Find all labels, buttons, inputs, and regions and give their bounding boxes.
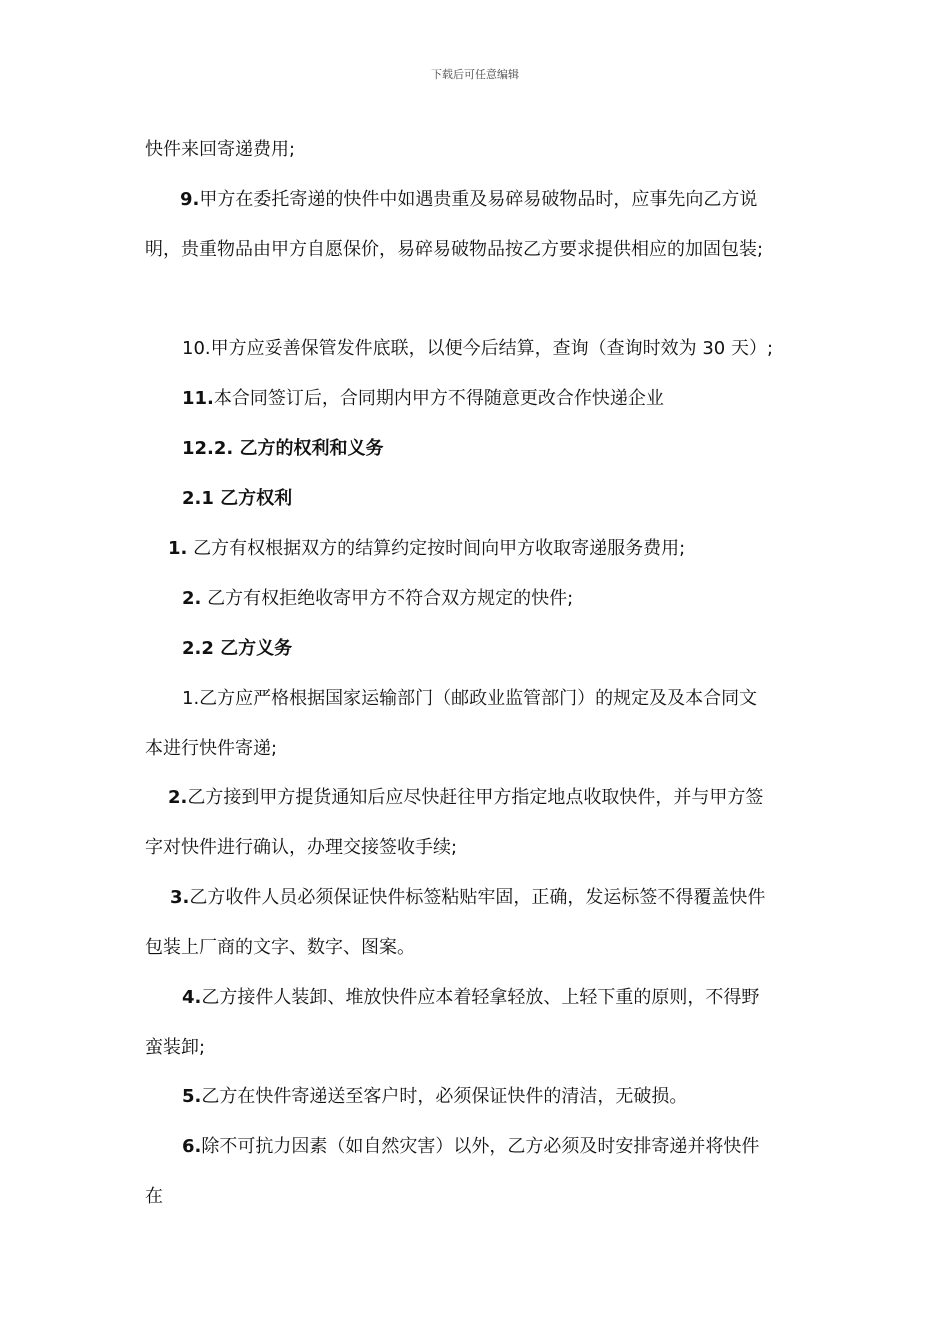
text-line-11 [182,686,757,712]
item-number: 1. [168,538,188,559]
text: 10.甲方应妥善保管发件底联，以便今后结算，查询（查询时效为 30 天）; [182,338,774,359]
item-number: 6. [182,1136,202,1157]
subsection-heading [182,636,292,662]
text: 2.2 乙方义务 [182,638,293,659]
section-heading [182,436,384,462]
text: 乙方接到甲方提货通知后应尽快赶往甲方指定地点收取快件，并与甲方签 [187,787,764,808]
text: 乙方有权根据双方的结算约定按时间向甲方收取寄递服务费用; [187,538,686,559]
text: 蛮装卸; [145,1037,206,1058]
text-line-12 [145,736,277,762]
text-line-18 [145,1035,205,1061]
text: 本合同签订后，合同期内甲方不得随意更改合作快递企业 [213,388,664,409]
text: 12.2. 乙方的权利和义务 [182,438,384,459]
text: 2.1 乙方权利 [182,488,293,509]
text: 乙方在快件寄递送至客户时，必须保证快件的清洁，无破损。 [201,1086,688,1107]
text-line-15 [170,885,765,911]
text-line-19 [182,1084,687,1110]
text-line-4 [182,336,773,362]
text: 乙方接件人装卸、堆放快件应本着轻拿轻放、上轻下重的原则，不得野 [201,987,760,1008]
text-line-8 [168,536,685,562]
text-line-14 [145,835,457,861]
text: 甲方在委托寄递的快件中如遇贵重及易碎易破物品时，应事先向乙方说 [199,189,758,210]
text-line-16 [145,935,415,961]
text: 明，贵重物品由甲方自愿保价，易碎易破物品按乙方要求提供相应的加固包装; [145,239,764,260]
item-number: 9. [180,189,200,210]
text: 包装上厂商的文字、数字、图案。 [145,937,415,958]
text-line-13 [168,785,763,811]
item-number: 11. [182,388,214,409]
text-line-9 [182,586,573,612]
text: 快件来回寄递费用; [145,139,296,160]
text-line-21 [145,1184,163,1210]
item-number: 4. [182,987,202,1008]
text-line-5 [182,386,664,412]
item-number: 2. [168,787,188,808]
item-number: 2. [182,588,202,609]
text-line-1 [145,137,295,163]
subsection-heading [182,486,292,512]
item-number: 5. [182,1086,202,1107]
text-line-2 [180,187,757,213]
text: 乙方有权拒绝收寄甲方不符合双方规定的快件; [201,588,574,609]
text: 在 [145,1186,163,1207]
item-number: 3. [170,887,190,908]
text: 本进行快件寄递; [145,738,278,759]
text: 乙方收件人员必须保证快件标签粘贴牢固，正确，发运标签不得覆盖快件 [189,887,766,908]
text: 字对快件进行确认，办理交接签收手续; [145,837,458,858]
text-line-17 [182,985,759,1011]
text-line-20 [182,1134,759,1160]
page-header: 下载后可任意编辑 [431,68,519,81]
text: 除不可抗力因素（如自然灾害）以外，乙方必须及时安排寄递并将快件 [201,1136,760,1157]
text-line-3 [145,237,763,263]
text: 1.乙方应严格根据国家运输部门（邮政业监管部门）的规定及及本合同文 [182,688,758,709]
